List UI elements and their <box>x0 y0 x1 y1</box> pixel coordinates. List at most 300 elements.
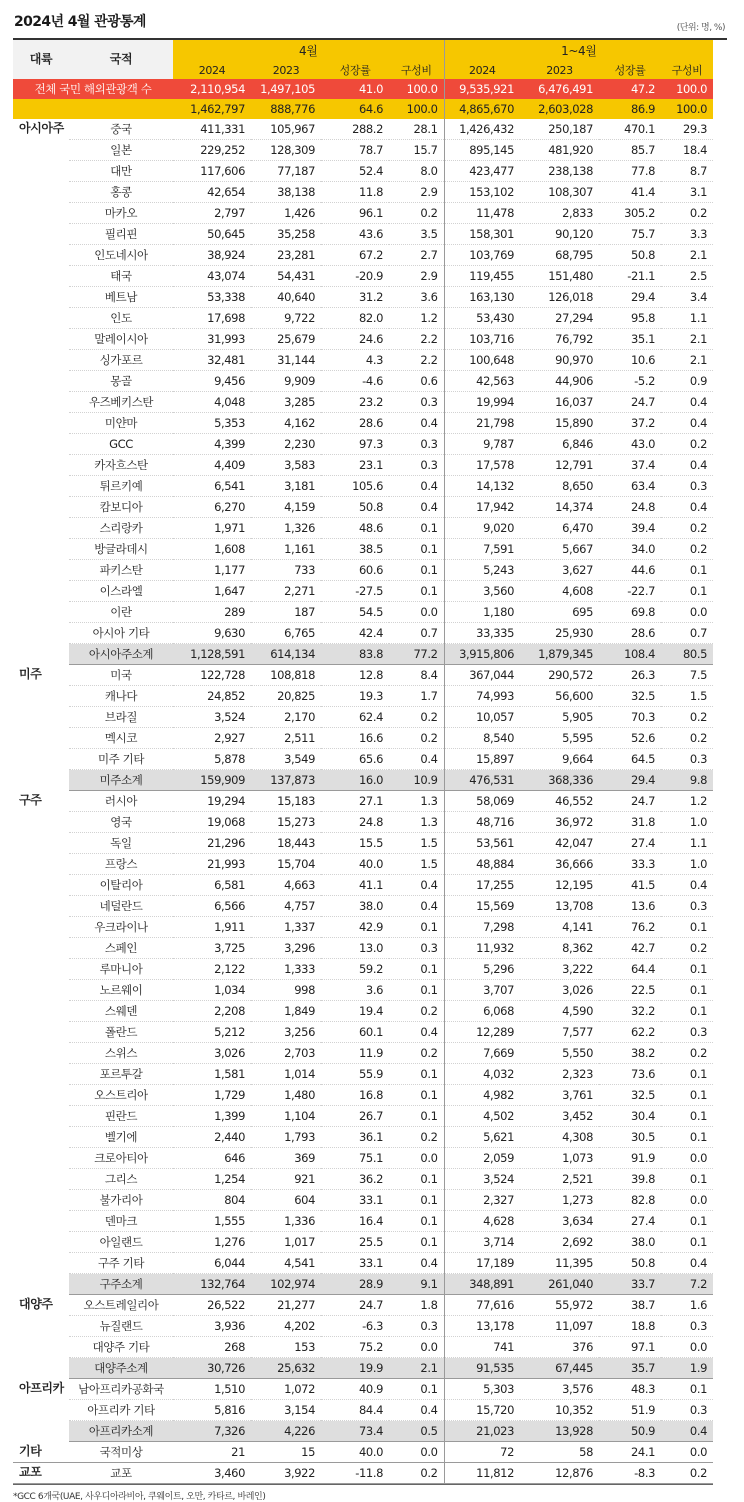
value-cell: 159,909 <box>173 770 251 791</box>
value-cell: 72 <box>444 1442 520 1463</box>
value-cell: 15,897 <box>444 749 520 770</box>
total-inbound-row <box>13 99 713 119</box>
value-cell: 3,634 <box>520 1211 599 1232</box>
value-cell: 31.8 <box>599 812 661 833</box>
table-row <box>13 518 713 539</box>
value-cell: 5,905 <box>520 707 599 728</box>
value-cell: 376 <box>520 1337 599 1358</box>
subtotal-row <box>13 1421 713 1442</box>
value-cell: 18,443 <box>251 833 321 854</box>
bottom-rule <box>13 1484 713 1485</box>
value-cell: 33.7 <box>599 1274 661 1295</box>
value-cell: 75.7 <box>599 224 661 245</box>
value-cell: 0.0 <box>661 1148 713 1169</box>
value-cell: 18.8 <box>599 1316 661 1337</box>
value-cell: 24.1 <box>599 1442 661 1463</box>
value-cell: 481,920 <box>520 140 599 161</box>
value-cell: 54,431 <box>251 266 321 287</box>
value-cell: 43.0 <box>599 434 661 455</box>
table-row <box>13 560 713 581</box>
value-cell: 4,865,670 <box>444 99 520 119</box>
country-name: 우크라이나 <box>69 917 173 938</box>
table-row <box>13 161 713 182</box>
value-cell: 1,073 <box>520 1148 599 1169</box>
value-cell: 32.5 <box>599 686 661 707</box>
value-cell: 0.1 <box>389 560 444 581</box>
value-cell: 1.3 <box>389 812 444 833</box>
value-cell: 34.0 <box>599 539 661 560</box>
value-cell: 24.7 <box>599 791 661 812</box>
value-cell: 0.1 <box>389 1106 444 1127</box>
value-cell: 15,704 <box>251 854 321 875</box>
value-cell: 0.2 <box>389 1043 444 1064</box>
value-cell: 0.1 <box>661 1001 713 1022</box>
value-cell: 0.7 <box>661 623 713 644</box>
value-cell: 4,590 <box>520 1001 599 1022</box>
value-cell: 3,761 <box>520 1085 599 1106</box>
value-cell: 53,561 <box>444 833 520 854</box>
total-inbound-label <box>13 99 173 119</box>
header-share: 구성비 <box>389 62 444 79</box>
value-cell: 63.4 <box>599 476 661 497</box>
value-cell: 77,616 <box>444 1295 520 1316</box>
value-cell: 15 <box>251 1442 321 1463</box>
value-cell: 4,608 <box>520 581 599 602</box>
value-cell: 0.3 <box>389 455 444 476</box>
table-row <box>13 392 713 413</box>
value-cell: 4,162 <box>251 413 321 434</box>
value-cell: 16.6 <box>321 728 389 749</box>
table-row <box>13 266 713 287</box>
value-cell: 29.4 <box>599 770 661 791</box>
value-cell: 0.5 <box>389 1421 444 1442</box>
header-april: 4월 <box>173 40 444 62</box>
value-cell: 11,812 <box>444 1463 520 1484</box>
value-cell: 80.5 <box>661 644 713 665</box>
value-cell: 1.0 <box>661 812 713 833</box>
subtotal-row <box>13 770 713 791</box>
country-name: 덴마크 <box>69 1211 173 1232</box>
subtotal-row <box>13 644 713 665</box>
value-cell: -6.3 <box>321 1316 389 1337</box>
value-cell: 289 <box>173 602 251 623</box>
value-cell: 3,583 <box>251 455 321 476</box>
value-cell: 38.0 <box>599 1232 661 1253</box>
value-cell: 2,703 <box>251 1043 321 1064</box>
country-name: 남아프리카공화국 <box>69 1379 173 1400</box>
value-cell: 1,793 <box>251 1127 321 1148</box>
value-cell: 54.5 <box>321 602 389 623</box>
value-cell: 74,993 <box>444 686 520 707</box>
value-cell: 21 <box>173 1442 251 1463</box>
region-label: 교포 <box>13 1463 69 1484</box>
value-cell: 13,178 <box>444 1316 520 1337</box>
value-cell: 55.9 <box>321 1064 389 1085</box>
value-cell: 7,669 <box>444 1043 520 1064</box>
value-cell: 288.2 <box>321 119 389 140</box>
value-cell: 78.7 <box>321 140 389 161</box>
value-cell: 4,202 <box>251 1316 321 1337</box>
value-cell: 29.4 <box>599 287 661 308</box>
value-cell: 73.6 <box>599 1064 661 1085</box>
value-cell: 2.2 <box>389 329 444 350</box>
value-cell: 1,072 <box>251 1379 321 1400</box>
value-cell: 27.4 <box>599 1211 661 1232</box>
value-cell: 1.6 <box>661 1295 713 1316</box>
page-title: 2024년 4월 관광통계 <box>14 14 146 30</box>
table-row <box>13 812 713 833</box>
value-cell: 44.6 <box>599 560 661 581</box>
table-row <box>13 1022 713 1043</box>
value-cell: 305.2 <box>599 203 661 224</box>
value-cell: 9.1 <box>389 1274 444 1295</box>
value-cell: 187 <box>251 602 321 623</box>
value-cell: 21,798 <box>444 413 520 434</box>
value-cell: 2,271 <box>251 581 321 602</box>
value-cell: 163,130 <box>444 287 520 308</box>
value-cell: 33.1 <box>321 1190 389 1211</box>
value-cell: 25.5 <box>321 1232 389 1253</box>
value-cell: 91.9 <box>599 1148 661 1169</box>
value-cell: 0.0 <box>389 1442 444 1463</box>
table-row <box>13 1442 713 1463</box>
value-cell: 0.1 <box>661 1232 713 1253</box>
value-cell: 6,476,491 <box>520 79 599 99</box>
value-cell: 6,581 <box>173 875 251 896</box>
value-cell: 741 <box>444 1337 520 1358</box>
country-name: 벨기에 <box>69 1127 173 1148</box>
header-2024: 2024 <box>173 62 251 79</box>
value-cell: 19,294 <box>173 791 251 812</box>
title-bar <box>13 0 727 38</box>
subtotal-name: 대양주소계 <box>69 1358 173 1379</box>
value-cell: 0.4 <box>661 1253 713 1274</box>
country-name: 필리핀 <box>69 224 173 245</box>
value-cell: 1,462,797 <box>173 99 251 119</box>
value-cell: 128,309 <box>251 140 321 161</box>
value-cell: 0.0 <box>389 1148 444 1169</box>
table-row <box>13 1316 713 1337</box>
value-cell: 0.3 <box>389 434 444 455</box>
value-cell: 604 <box>251 1190 321 1211</box>
country-name: 네덜란드 <box>69 896 173 917</box>
table-row <box>13 1295 713 1316</box>
value-cell: 5,550 <box>520 1043 599 1064</box>
value-cell: 67,445 <box>520 1358 599 1379</box>
value-cell: 7.5 <box>661 665 713 686</box>
value-cell: 24.7 <box>321 1295 389 1316</box>
value-cell: 6,270 <box>173 497 251 518</box>
value-cell: 0.2 <box>661 938 713 959</box>
country-name: 스웨덴 <box>69 1001 173 1022</box>
value-cell: 1,180 <box>444 602 520 623</box>
value-cell: 40.0 <box>321 1442 389 1463</box>
value-cell: 3.4 <box>661 287 713 308</box>
value-cell: 1.5 <box>389 854 444 875</box>
value-cell: 11.9 <box>321 1043 389 1064</box>
table-row <box>13 1379 713 1400</box>
value-cell: 17,189 <box>444 1253 520 1274</box>
value-cell: 1,480 <box>251 1085 321 1106</box>
value-cell: 0.1 <box>661 560 713 581</box>
value-cell: 62.4 <box>321 707 389 728</box>
total-outbound-row <box>13 79 713 99</box>
value-cell: 48,884 <box>444 854 520 875</box>
country-name: 아프리카 기타 <box>69 1400 173 1421</box>
country-name: 인도네시아 <box>69 245 173 266</box>
value-cell: 25,632 <box>251 1358 321 1379</box>
value-cell: 9,787 <box>444 434 520 455</box>
value-cell: 614,134 <box>251 644 321 665</box>
value-cell: 38,138 <box>251 182 321 203</box>
value-cell: 1.2 <box>389 308 444 329</box>
value-cell: 3,627 <box>520 560 599 581</box>
value-cell: 5,816 <box>173 1400 251 1421</box>
value-cell: 12,791 <box>520 455 599 476</box>
value-cell: 30.5 <box>599 1127 661 1148</box>
value-cell: 86.9 <box>599 99 661 119</box>
value-cell: 28.9 <box>321 1274 389 1295</box>
value-cell: 32.5 <box>599 1085 661 1106</box>
value-cell: 15,720 <box>444 1400 520 1421</box>
value-cell: 13.0 <box>321 938 389 959</box>
value-cell: 6,566 <box>173 896 251 917</box>
value-cell: 2,122 <box>173 959 251 980</box>
value-cell: 0.1 <box>661 917 713 938</box>
value-cell: 2,603,028 <box>520 99 599 119</box>
header-2023-ytd: 2023 <box>520 62 599 79</box>
value-cell: 64.6 <box>321 99 389 119</box>
value-cell: 0.4 <box>389 1400 444 1421</box>
value-cell: 3,714 <box>444 1232 520 1253</box>
value-cell: 0.0 <box>661 1190 713 1211</box>
value-cell: 0.1 <box>661 1379 713 1400</box>
footnote: *GCC 6개국(UAE, 사우디아라비아, 쿠웨이트, 오만, 카타르, 바레인) <box>13 1492 266 1502</box>
value-cell: 0.1 <box>661 1211 713 1232</box>
value-cell: 5,243 <box>444 560 520 581</box>
value-cell: 96.1 <box>321 203 389 224</box>
value-cell: 1,104 <box>251 1106 321 1127</box>
value-cell: 7,591 <box>444 539 520 560</box>
value-cell: 1,337 <box>251 917 321 938</box>
value-cell: 1,729 <box>173 1085 251 1106</box>
value-cell: 48,716 <box>444 812 520 833</box>
value-cell: 7,577 <box>520 1022 599 1043</box>
table-row <box>13 854 713 875</box>
value-cell: 3,154 <box>251 1400 321 1421</box>
header-growth-ytd: 성장률 <box>599 62 661 79</box>
value-cell: 77.2 <box>389 644 444 665</box>
table-row <box>13 413 713 434</box>
value-cell: 1.9 <box>661 1358 713 1379</box>
value-cell: 14,132 <box>444 476 520 497</box>
value-cell: 5,621 <box>444 1127 520 1148</box>
value-cell: 90,970 <box>520 350 599 371</box>
value-cell: 0.2 <box>389 707 444 728</box>
value-cell: 3,452 <box>520 1106 599 1127</box>
value-cell: 348,891 <box>444 1274 520 1295</box>
value-cell: 40.9 <box>321 1379 389 1400</box>
value-cell: 1,034 <box>173 980 251 1001</box>
country-name: 몽골 <box>69 371 173 392</box>
value-cell: 58,069 <box>444 791 520 812</box>
value-cell: 13.6 <box>599 896 661 917</box>
table-row <box>13 329 713 350</box>
value-cell: 75.1 <box>321 1148 389 1169</box>
value-cell: 2,521 <box>520 1169 599 1190</box>
value-cell: 0.1 <box>389 1379 444 1400</box>
value-cell: 65.6 <box>321 749 389 770</box>
country-name: 이탈리아 <box>69 875 173 896</box>
value-cell: 1,273 <box>520 1190 599 1211</box>
value-cell: 21,993 <box>173 854 251 875</box>
value-cell: 103,716 <box>444 329 520 350</box>
value-cell: 888,776 <box>251 99 321 119</box>
value-cell: 2,327 <box>444 1190 520 1211</box>
value-cell: 7,326 <box>173 1421 251 1442</box>
value-cell: 0.2 <box>661 1463 713 1484</box>
value-cell: 1.5 <box>389 833 444 854</box>
country-name: 태국 <box>69 266 173 287</box>
table-row <box>13 1253 713 1274</box>
value-cell: 1,581 <box>173 1064 251 1085</box>
country-name: 우즈베키스탄 <box>69 392 173 413</box>
value-cell: 0.1 <box>661 1064 713 1085</box>
table-row <box>13 224 713 245</box>
value-cell: 1,647 <box>173 581 251 602</box>
value-cell: 0.4 <box>389 1022 444 1043</box>
table-row <box>13 1463 713 1484</box>
value-cell: -11.8 <box>321 1463 389 1484</box>
value-cell: 0.2 <box>389 1463 444 1484</box>
value-cell: 35.7 <box>599 1358 661 1379</box>
country-name: 마카오 <box>69 203 173 224</box>
value-cell: 31.2 <box>321 287 389 308</box>
value-cell: 3,026 <box>520 980 599 1001</box>
value-cell: 6,068 <box>444 1001 520 1022</box>
value-cell: 5,667 <box>520 539 599 560</box>
value-cell: 1,426 <box>251 203 321 224</box>
value-cell: 19,994 <box>444 392 520 413</box>
value-cell: 58 <box>520 1442 599 1463</box>
value-cell: 3,256 <box>251 1022 321 1043</box>
table-row <box>13 875 713 896</box>
subtotal-name: 미주소계 <box>69 770 173 791</box>
table-row <box>13 959 713 980</box>
table-row <box>13 140 713 161</box>
value-cell: 368,336 <box>520 770 599 791</box>
value-cell: 119,455 <box>444 266 520 287</box>
table-row <box>13 917 713 938</box>
value-cell: 67.2 <box>321 245 389 266</box>
value-cell: 8,540 <box>444 728 520 749</box>
value-cell: 3.6 <box>321 980 389 1001</box>
table-row <box>13 371 713 392</box>
value-cell: 9,722 <box>251 308 321 329</box>
country-name: 폴란드 <box>69 1022 173 1043</box>
value-cell: 229,252 <box>173 140 251 161</box>
value-cell: 0.2 <box>389 728 444 749</box>
value-cell: 1,276 <box>173 1232 251 1253</box>
value-cell: 16,037 <box>520 392 599 413</box>
value-cell: 6,846 <box>520 434 599 455</box>
value-cell: 153,102 <box>444 182 520 203</box>
value-cell: 0.0 <box>661 1442 713 1463</box>
table-row <box>13 497 713 518</box>
value-cell: 32,481 <box>173 350 251 371</box>
value-cell: 1,426,432 <box>444 119 520 140</box>
value-cell: 0.2 <box>389 203 444 224</box>
value-cell: 7.2 <box>661 1274 713 1295</box>
value-cell: 5,878 <box>173 749 251 770</box>
value-cell: 19.3 <box>321 686 389 707</box>
value-cell: 0.1 <box>389 518 444 539</box>
value-cell: 28.6 <box>321 413 389 434</box>
value-cell: 42,047 <box>520 833 599 854</box>
country-name: 프랑스 <box>69 854 173 875</box>
value-cell: 2.1 <box>661 350 713 371</box>
country-name: 이란 <box>69 602 173 623</box>
country-name: 교포 <box>69 1463 173 1484</box>
value-cell: 3,524 <box>173 707 251 728</box>
value-cell: 804 <box>173 1190 251 1211</box>
value-cell: 62.2 <box>599 1022 661 1043</box>
table-row <box>13 476 713 497</box>
value-cell: 646 <box>173 1148 251 1169</box>
value-cell: 1,128,591 <box>173 644 251 665</box>
value-cell: 102,974 <box>251 1274 321 1295</box>
value-cell: 0.7 <box>389 623 444 644</box>
value-cell: 100.0 <box>389 99 444 119</box>
value-cell: 2,440 <box>173 1127 251 1148</box>
value-cell: 27.1 <box>321 791 389 812</box>
value-cell: 1.5 <box>661 686 713 707</box>
value-cell: 56,600 <box>520 686 599 707</box>
value-cell: 77.8 <box>599 161 661 182</box>
value-cell: 9,630 <box>173 623 251 644</box>
value-cell: 12,876 <box>520 1463 599 1484</box>
value-cell: 26,522 <box>173 1295 251 1316</box>
value-cell: 40,640 <box>251 287 321 308</box>
value-cell: 8.4 <box>389 665 444 686</box>
country-name: 국적미상 <box>69 1442 173 1463</box>
country-name: 아시아 기타 <box>69 623 173 644</box>
country-name: 파키스탄 <box>69 560 173 581</box>
value-cell: 3,222 <box>520 959 599 980</box>
value-cell: 15,273 <box>251 812 321 833</box>
value-cell: 0.2 <box>661 539 713 560</box>
value-cell: 9,020 <box>444 518 520 539</box>
value-cell: 1,497,105 <box>251 79 321 99</box>
value-cell: 4,141 <box>520 917 599 938</box>
table-row <box>13 1043 713 1064</box>
value-cell: 0.4 <box>389 896 444 917</box>
value-cell: 9.8 <box>661 770 713 791</box>
value-cell: 0.4 <box>389 749 444 770</box>
value-cell: 50.9 <box>599 1421 661 1442</box>
value-cell: 17,942 <box>444 497 520 518</box>
value-cell: 4,048 <box>173 392 251 413</box>
value-cell: 17,255 <box>444 875 520 896</box>
table-row <box>13 182 713 203</box>
value-cell: 0.4 <box>661 875 713 896</box>
value-cell: 0.4 <box>661 413 713 434</box>
value-cell: 83.8 <box>321 644 389 665</box>
country-name: 노르웨이 <box>69 980 173 1001</box>
country-name: 오스트레일리아 <box>69 1295 173 1316</box>
value-cell: 0.1 <box>661 959 713 980</box>
value-cell: 39.4 <box>599 518 661 539</box>
